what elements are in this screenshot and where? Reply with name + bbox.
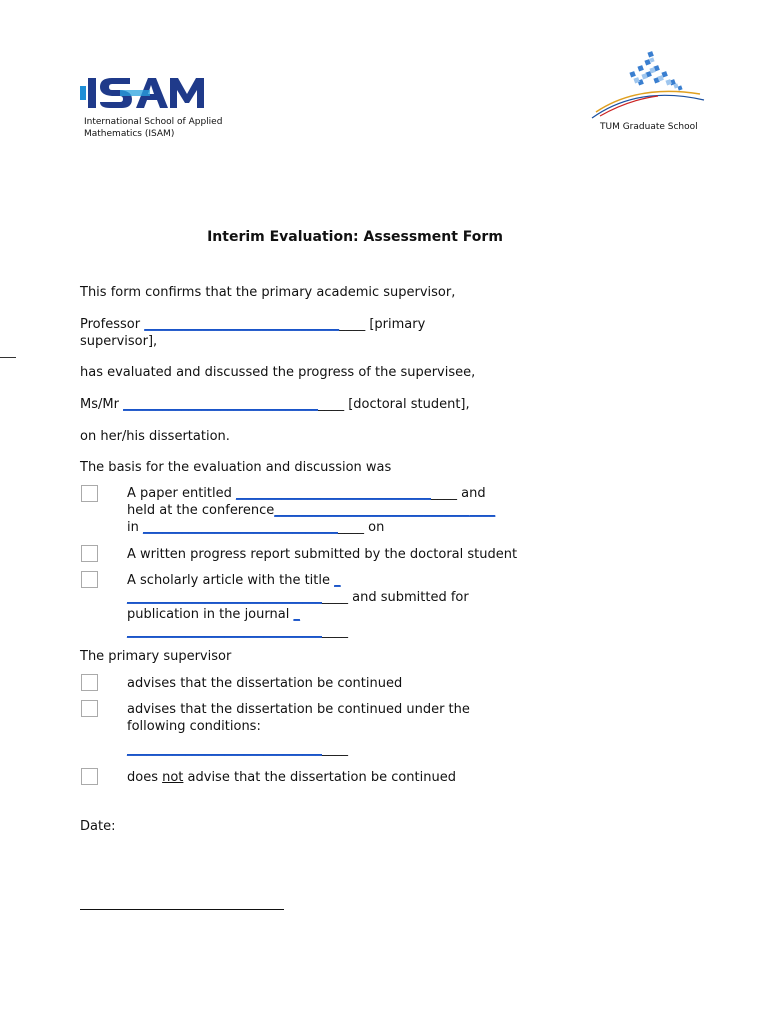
msmr-line	[80, 396, 470, 413]
margin-mark	[0, 357, 16, 358]
conference-label: held at the conference	[127, 503, 275, 518]
journal-label: publication in the journal	[127, 607, 294, 622]
paper-option	[127, 485, 557, 536]
journal-blank-head: _	[293, 607, 300, 622]
paper-in-label: in	[127, 520, 143, 535]
msmr-label: Ms/Mr	[80, 397, 124, 412]
student-name-field[interactable]: ______________________________	[123, 397, 319, 412]
professor-name-field[interactable]: ______________________________	[144, 317, 340, 332]
tum-caption: TUM Graduate School	[600, 122, 698, 132]
supervisor-heading: The primary supervisor	[80, 649, 232, 664]
not-continue-post: advise that the dissertation be continued	[183, 770, 456, 785]
article-submitted: and submitted for	[348, 590, 469, 605]
paper-on: on	[363, 520, 385, 535]
form-title: Interim Evaluation: Assessment Form	[207, 229, 503, 245]
conditions-blank-tail: ____	[322, 742, 348, 757]
professor-blank-tail: ____	[339, 317, 366, 332]
not-word: not	[162, 770, 184, 785]
conditional-line-1: advises that the dissertation be continued under the	[127, 702, 470, 717]
paper-title-field[interactable]: ______________________________	[236, 486, 432, 501]
professor-suffix-2: supervisor],	[80, 334, 158, 349]
not-continue-pre: does	[127, 770, 163, 785]
report-option: A written progress report submitted by the doctoral student	[127, 547, 518, 562]
paper-label: A paper entitled	[127, 486, 237, 501]
conditions-field[interactable]: ______________________________	[127, 742, 322, 757]
professor-line	[80, 316, 480, 350]
basis-heading: The basis for the evaluation and discussion was	[80, 460, 392, 475]
journal-field[interactable]: ______________________________	[127, 624, 322, 639]
journal-blank-tail: ____	[322, 624, 348, 639]
conference-field[interactable]: ______________________________	[274, 503, 470, 518]
not-continue-option	[127, 769, 557, 786]
isam-logo	[80, 76, 210, 110]
signature-line[interactable]	[80, 909, 284, 910]
professor-suffix: [primary	[365, 317, 426, 332]
article-blank-head: _	[334, 573, 341, 588]
article-label: A scholarly article with the title	[127, 573, 335, 588]
article-checkbox[interactable]	[81, 571, 98, 588]
paper-checkbox[interactable]	[81, 485, 98, 502]
report-checkbox[interactable]	[81, 545, 98, 562]
date-label: Date:	[80, 819, 116, 834]
conference-blank-tail: ____	[469, 503, 496, 518]
conditional-option	[127, 701, 557, 758]
evaluated-line: has evaluated and discussed the progress of the supervisee,	[80, 365, 476, 380]
continue-option: advises that the dissertation be continued	[127, 676, 403, 691]
conference-location-field[interactable]: ______________________________	[142, 520, 338, 535]
tum-graduate-school-logo	[588, 50, 708, 125]
continue-checkbox[interactable]	[81, 674, 98, 691]
isam-caption: International School of Applied Mathematics (ISAM)	[84, 117, 223, 139]
msmr-suffix: [doctoral student],	[344, 397, 470, 412]
msmr-blank-tail: ____	[318, 397, 345, 412]
conditional-line-2: following conditions:	[127, 719, 261, 734]
dissertation-line: on her/his dissertation.	[80, 429, 230, 444]
article-title-field[interactable]: ______________________________	[127, 590, 322, 605]
professor-label: Professor	[80, 317, 145, 332]
conditional-checkbox[interactable]	[81, 700, 98, 717]
article-blank1-tail: ____	[322, 590, 348, 605]
paper-blank3-tail: ____	[337, 520, 364, 535]
article-option	[127, 572, 557, 640]
paper-and: and	[457, 486, 486, 501]
confirm-line: This form confirms that the primary academic supervisor,	[80, 285, 456, 300]
not-continue-checkbox[interactable]	[81, 768, 98, 785]
paper-blank1-tail: ____	[431, 486, 458, 501]
